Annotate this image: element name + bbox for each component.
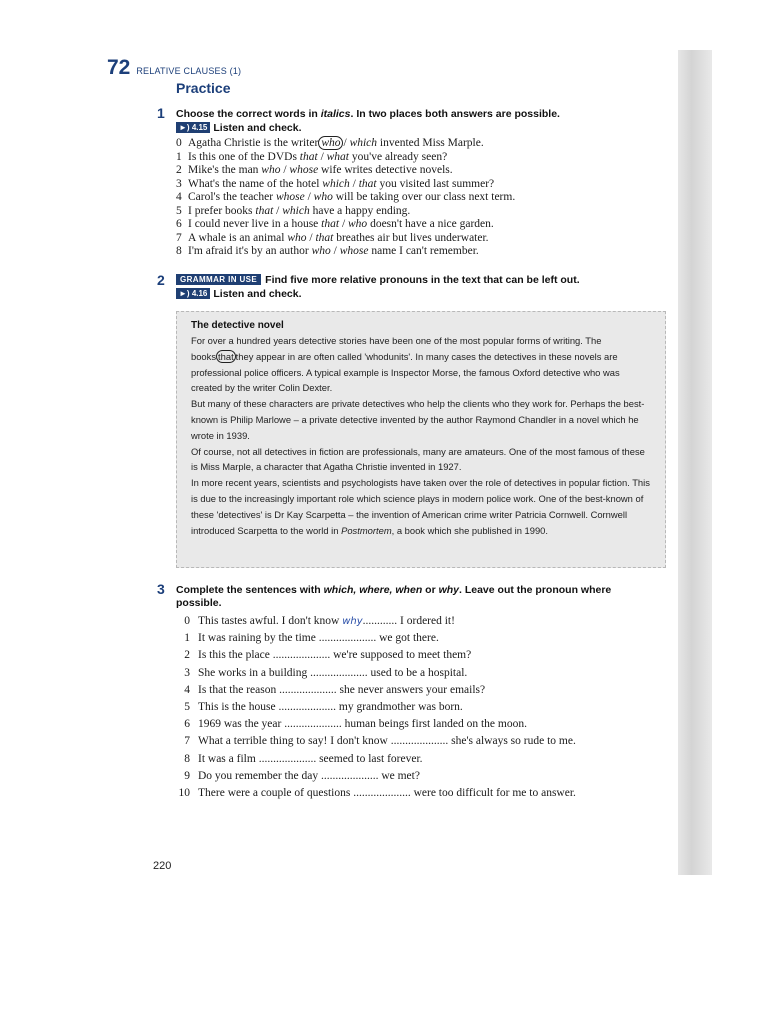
reading-paragraph-2: But many of these characters are private detectives who help the clients who they work for. Perhaps the best-known is Philip Marlowe – a private detective invented by the author Raymond Chandler in a novel which he wrote in 1939.	[191, 398, 645, 441]
instruction-italic: which, where, when	[323, 584, 423, 596]
instruction-text: Find five more relative pronouns in the text that can be left out.	[265, 274, 580, 286]
paragraph-text: For over a hundred years detective stories have been one of the most popular forms of writing. The books	[191, 335, 602, 362]
answer-blank[interactable]: ....................	[279, 683, 337, 696]
sentence-start: She works in a building	[198, 666, 311, 679]
item-sentence	[198, 682, 485, 699]
answer-blank[interactable]: ....................	[258, 752, 317, 765]
item-sentence	[188, 164, 453, 178]
option-2[interactable]: which	[349, 137, 378, 149]
answer-blank[interactable]: ....................	[278, 700, 336, 713]
sentence-start: It was a film	[198, 752, 259, 765]
instruction-text: Choose the correct words in	[176, 108, 321, 120]
sentence-end: human beings first landed on the moon.	[341, 718, 527, 731]
item-sentence	[188, 218, 494, 232]
sentence-end: used to be a hospital.	[367, 666, 468, 679]
option-separator: /	[306, 231, 316, 244]
item-number: 5	[184, 700, 190, 713]
reading-title: The detective novel	[191, 320, 284, 331]
item-sentence	[188, 137, 484, 151]
ex3-item	[176, 699, 576, 716]
answer-blank[interactable]: ....................	[320, 769, 379, 782]
item-number: 2	[184, 649, 190, 662]
sentence-end: my grandmother was born.	[336, 700, 463, 713]
exercise-1-list	[176, 137, 515, 259]
sentence-start: Is this the place	[198, 649, 273, 662]
ex1-item	[176, 191, 515, 205]
option-1[interactable]: who	[287, 231, 307, 244]
exercise-2-audio[interactable]	[176, 288, 302, 300]
book-spine-shadow	[678, 50, 712, 875]
sentence-end: you visited last summer?	[376, 177, 495, 190]
item-number: 1	[176, 150, 182, 163]
item-number: 4	[176, 191, 182, 203]
item-sentence	[188, 245, 479, 259]
exercise-2-instruction	[176, 274, 580, 286]
ex3-item	[176, 665, 576, 682]
paragraph-text: they appear in are often called 'whodunits'. In many cases the detectives in these novels are professional police officers. A typical example is Inspector Morse, the famous Oxford detective who was created by the writer Colin Dexter.	[191, 350, 620, 394]
option-separator: /	[280, 164, 290, 176]
item-sentence	[198, 768, 420, 785]
item-sentence	[198, 665, 467, 682]
instruction-text: . Leave out the pronoun where possible.	[176, 584, 612, 609]
sentence-end: wife writes detective novels.	[318, 164, 453, 176]
item-number: 0	[176, 137, 182, 149]
option-2[interactable]: whose	[289, 164, 319, 176]
sentence-end: she never answers your emails?	[336, 683, 486, 696]
ex3-item	[176, 733, 576, 750]
instruction-text: Complete the sentences with	[176, 584, 324, 596]
item-number: 3	[176, 177, 182, 190]
option-1[interactable]: that	[321, 218, 340, 230]
book-title: Postmortem	[341, 524, 392, 536]
item-sentence	[198, 751, 423, 768]
ex1-item	[176, 178, 515, 192]
exercise-3-list	[176, 613, 576, 802]
option-2[interactable]: whose	[339, 245, 369, 257]
ex3-item	[176, 682, 576, 699]
item-sentence	[198, 716, 527, 733]
option-1[interactable]: that	[255, 204, 274, 217]
exercise-3-instruction	[176, 584, 646, 610]
sentence-end: breathes air but lives underwater.	[333, 231, 489, 244]
sentence-start: Is this one of the DVDs	[188, 150, 300, 163]
item-number: 8	[176, 245, 182, 257]
sentence-end: she's always so rude to me.	[448, 735, 576, 748]
instruction-text: or	[422, 584, 439, 596]
sentence-start: This tastes awful. I don't know	[198, 615, 343, 627]
option-2[interactable]: what	[326, 150, 350, 163]
unit-header	[107, 56, 241, 80]
exercise-1-audio[interactable]	[176, 122, 302, 134]
ex3-item	[176, 716, 576, 733]
option-separator: /	[330, 245, 340, 257]
sentence-end: name I can't remember.	[368, 245, 479, 257]
unit-number: 72	[107, 56, 131, 79]
option-2[interactable]: that	[315, 231, 334, 244]
answer-blank[interactable]: ....................	[284, 718, 342, 731]
option-separator: /	[304, 191, 314, 203]
option-separator: /	[273, 204, 283, 217]
item-number: 3	[184, 666, 190, 679]
sentence-start: A whale is an animal	[188, 231, 288, 244]
ex3-item	[176, 647, 576, 664]
answer-blank[interactable]: ....................	[390, 735, 449, 748]
answer-blank[interactable]: ....................	[353, 786, 411, 799]
sentence-end: we met?	[378, 769, 420, 782]
item-sentence	[188, 232, 489, 246]
reading-text-box	[176, 311, 666, 568]
sentence-start: What's the name of the hotel	[188, 177, 323, 190]
sentence-start: There were a couple of questions	[198, 786, 354, 799]
option-1[interactable]: who	[261, 164, 281, 176]
option-1[interactable]: whose	[275, 191, 305, 203]
option-1[interactable]: that	[299, 150, 318, 163]
answer-blank[interactable]: ....................	[318, 632, 377, 645]
answer-blank-filled[interactable]: why	[342, 616, 363, 627]
option-2[interactable]: which	[282, 204, 310, 217]
circled-word: that	[218, 350, 234, 362]
paragraph-text: In more recent years, scientists and psychologists have taken over the role of detectives in popular fiction. This is due to the increasingly important role which science plays in modern police work. One of the best-known of these 'detectives' is Dr Kay Scarpetta – the invention of American crime writer Patricia Cornwell. Cornwell introduced Scarpetta to the world in	[191, 477, 650, 536]
sentence-start: Mike's the man	[188, 164, 262, 176]
grammar-in-use-badge: GRAMMAR IN USE	[176, 274, 261, 285]
audio-code: 4.16	[191, 289, 208, 298]
reading-paragraph-1	[191, 333, 653, 396]
ex3-item	[176, 785, 576, 802]
instruction-italic: italics	[320, 108, 351, 120]
instruction-text: . In two places both answers are possible.	[350, 108, 560, 120]
item-sentence	[188, 151, 447, 165]
item-number: 9	[184, 769, 190, 782]
option-1[interactable]: who	[311, 245, 331, 257]
unit-title: RELATIVE CLAUSES (1)	[136, 66, 242, 76]
exercise-1-instruction	[176, 108, 560, 120]
ex1-item	[176, 205, 515, 219]
sentence-end: have a happy ending.	[309, 204, 411, 217]
item-number: 6	[176, 218, 182, 230]
item-number: 10	[178, 786, 190, 799]
ex3-item	[176, 768, 576, 785]
page-number: 220	[153, 860, 172, 872]
ex3-item	[176, 751, 576, 768]
sentence-start: Agatha Christie is the writer	[188, 137, 319, 149]
answer-blank[interactable]: ....................	[310, 666, 368, 679]
item-number: 2	[176, 164, 182, 176]
item-number: 5	[176, 204, 182, 217]
item-sentence	[198, 733, 576, 750]
answer-blank[interactable]: ....................	[272, 649, 331, 662]
item-sentence	[198, 647, 471, 664]
sentence-start: This is the house	[198, 700, 279, 713]
item-sentence	[198, 613, 455, 630]
item-sentence	[188, 178, 494, 192]
audio-icon[interactable]: ►) 4.15	[176, 122, 210, 133]
item-number: 4	[184, 683, 190, 696]
item-number: 8	[184, 752, 190, 765]
exercise-2-number: 2	[157, 272, 165, 288]
sentence-end: invented Miss Marple.	[377, 137, 484, 149]
exercise-1-number: 1	[157, 105, 165, 121]
item-sentence	[188, 205, 410, 219]
sentence-end: we got there.	[376, 632, 439, 645]
sentence-end: I ordered it!	[397, 615, 455, 627]
audio-icon[interactable]: ►) 4.16	[176, 288, 210, 299]
audio-code: 4.15	[191, 123, 208, 132]
audio-label: Listen and check.	[213, 122, 302, 134]
ex1-item	[176, 218, 515, 232]
item-number: 0	[184, 615, 190, 627]
sentence-end: you've already seen?	[349, 150, 448, 163]
sentence-start: I prefer books	[188, 204, 256, 217]
option-separator: /	[339, 218, 349, 230]
option-separator: /	[349, 177, 359, 190]
paragraph-text: , a book which she published in 1990.	[391, 524, 548, 536]
item-sentence	[188, 191, 515, 205]
exercise-3-number: 3	[157, 581, 165, 597]
item-number: 7	[176, 231, 182, 244]
sentence-start: Do you remember the day	[198, 769, 321, 782]
option-2[interactable]: who	[313, 191, 333, 203]
item-sentence	[198, 699, 463, 716]
item-sentence	[198, 630, 439, 647]
option-2[interactable]: that	[358, 177, 377, 190]
sentence-start: Is that the reason	[198, 683, 280, 696]
option-1[interactable]: which	[322, 177, 350, 190]
sentence-start: It was raining by the time	[198, 632, 319, 645]
sentence-start: 1969 was the year	[198, 718, 285, 731]
ex1-item	[176, 164, 515, 178]
sentence-end: were too difficult for me to answer.	[410, 786, 576, 799]
sentence-end: doesn't have a nice garden.	[367, 218, 494, 230]
item-number: 1	[184, 632, 190, 645]
ex1-item	[176, 232, 515, 246]
audio-label: Listen and check.	[213, 288, 302, 300]
reading-paragraph-3: Of course, not all detectives in fiction are professionals, many are amateurs. One of the most famous of these is Miss Marple, a character that Agatha Christie invented in 1927.	[191, 445, 645, 473]
sentence-end: seemed to last forever.	[316, 752, 423, 765]
ex1-item	[176, 151, 515, 165]
option-separator: /	[343, 137, 350, 149]
sentence-end: we're supposed to meet them?	[330, 649, 472, 662]
option-1[interactable]: who	[318, 136, 343, 150]
blank-dots: ............	[362, 615, 398, 627]
item-sentence	[198, 785, 576, 802]
ex3-item	[176, 613, 576, 630]
sentence-start: What a terrible thing to say! I don't know	[198, 735, 391, 748]
instruction-italic: why	[438, 584, 459, 596]
section-title: Practice	[176, 80, 231, 96]
sentence-end: will be taking over our class next term.	[332, 191, 516, 203]
option-separator: /	[317, 150, 327, 163]
option-2[interactable]: who	[348, 218, 368, 230]
ex3-item	[176, 630, 576, 647]
sentence-start: I could never live in a house	[188, 218, 322, 230]
item-number: 7	[184, 735, 190, 748]
reading-paragraph-4	[191, 475, 653, 538]
sentence-start: Carol's the teacher	[188, 191, 276, 203]
ex1-item	[176, 245, 515, 259]
sentence-start: I'm afraid it's by an author	[188, 245, 312, 257]
ex1-item	[176, 137, 515, 151]
item-number: 6	[184, 718, 190, 731]
